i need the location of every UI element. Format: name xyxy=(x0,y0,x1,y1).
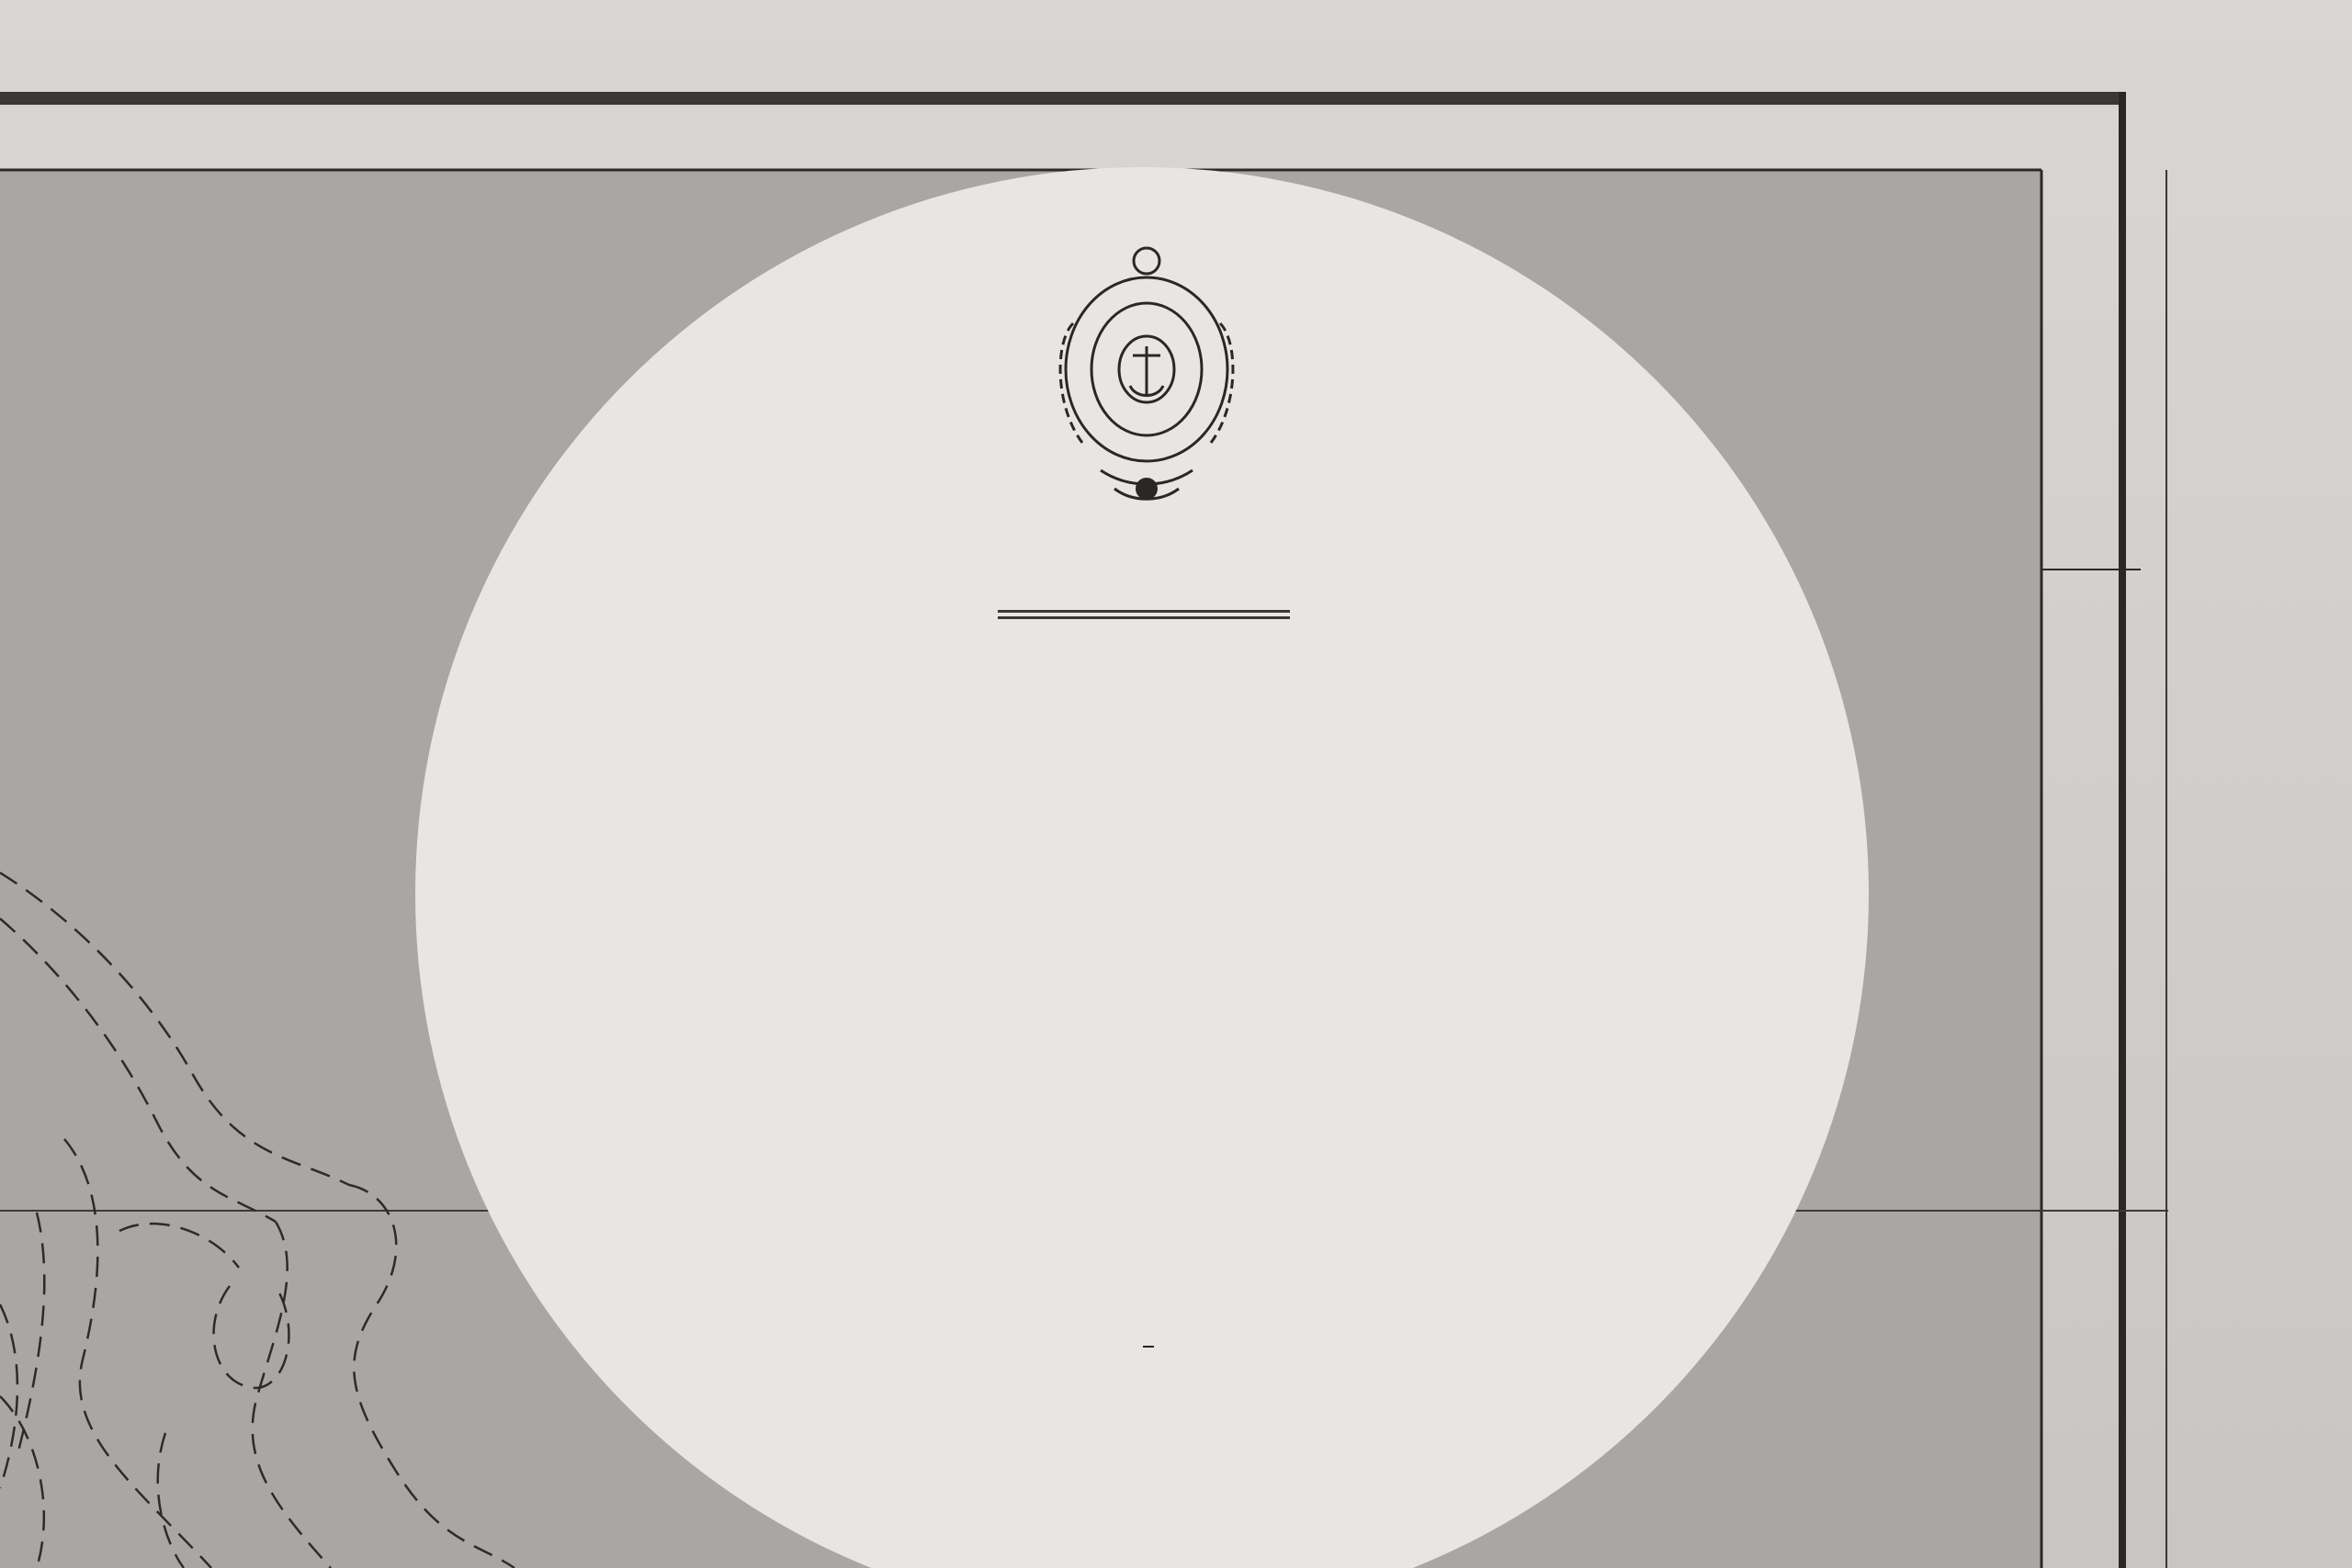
region-underline-2 xyxy=(998,616,1290,619)
top-border-band xyxy=(0,92,2122,105)
natural-scale xyxy=(415,1326,1869,1363)
region-underline-1 xyxy=(998,610,1290,613)
right-border-band xyxy=(2119,92,2126,1568)
scale-numerator xyxy=(1143,1346,1154,1348)
scale-fraction xyxy=(1143,1346,1154,1348)
hydrographic-office-seal-icon xyxy=(1027,241,1266,516)
